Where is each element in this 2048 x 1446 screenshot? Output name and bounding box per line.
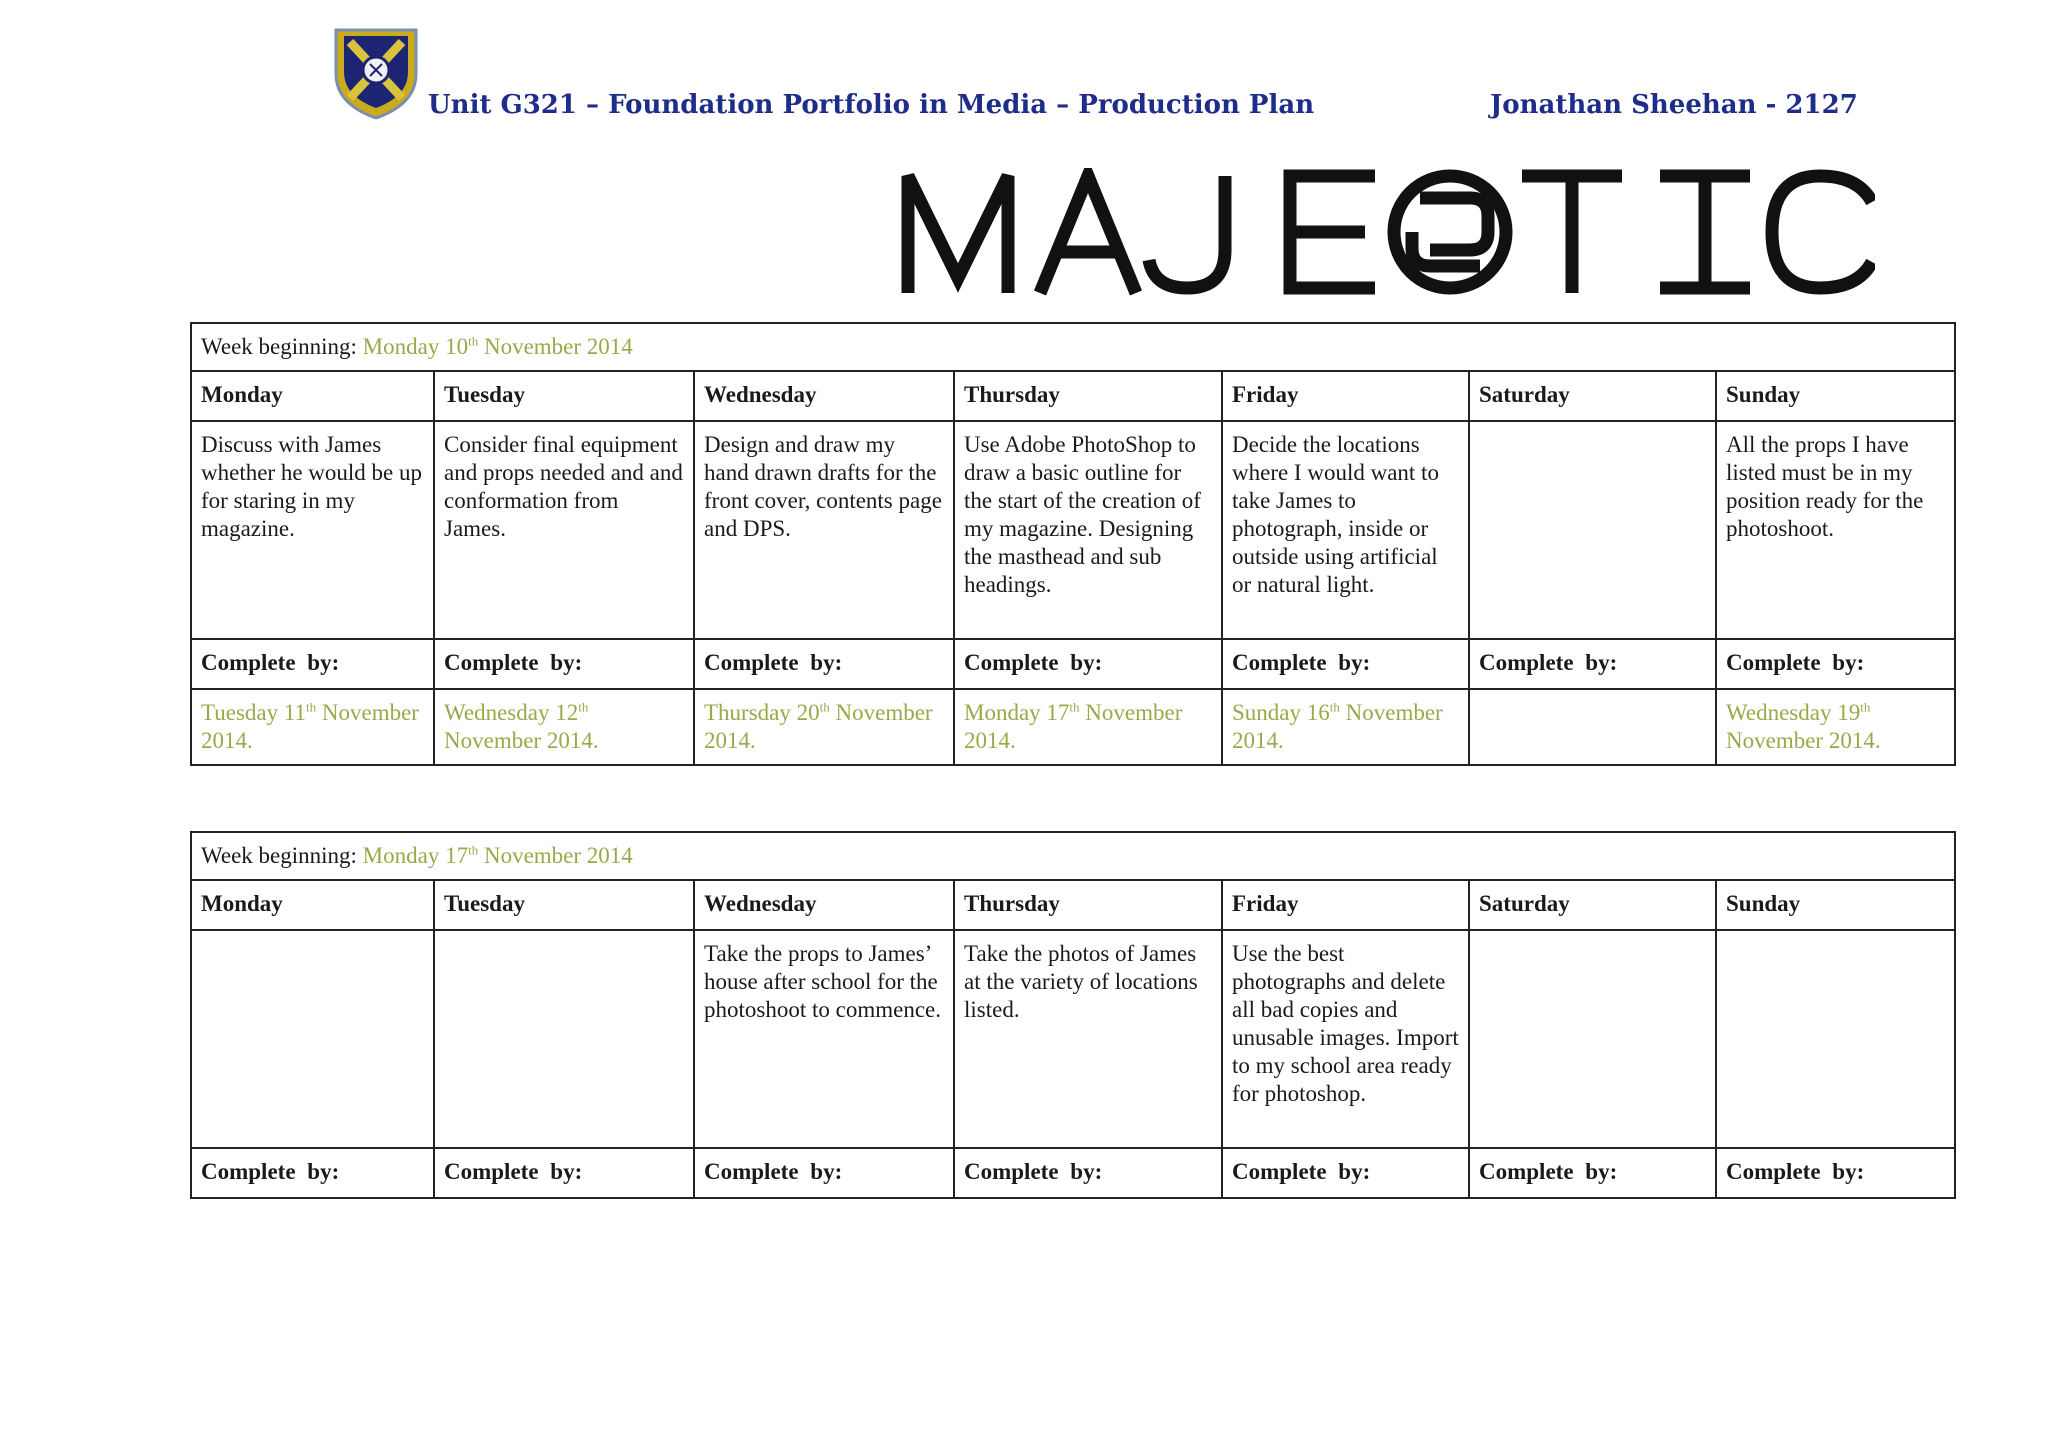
week-beginning-cell (191, 323, 1955, 371)
due-date-cell (1469, 689, 1716, 765)
task-cell: Use Adobe PhotoShop to draw a basic outline for the start of the creation of my magazine. Designing the masthead and sub headings. (954, 421, 1222, 639)
day-header-thursday: Thursday (954, 880, 1222, 930)
week-table-1 (190, 322, 1956, 766)
day-header-monday: Monday (191, 880, 434, 930)
complete-by-label: Complete by: (1716, 1148, 1955, 1198)
day-header-tuesday: Tuesday (434, 371, 694, 421)
document-title: Unit G321 – Foundation Portfolio in Media – Production Plan (428, 90, 1315, 120)
day-header-sunday: Sunday (1716, 880, 1955, 930)
complete-by-label: Complete by: (1222, 1148, 1469, 1198)
complete-by-label: Complete by: (954, 1148, 1222, 1198)
day-header-saturday: Saturday (1469, 880, 1716, 930)
complete-by-label: Complete by: (1469, 1148, 1716, 1198)
complete-by-label: Complete by: (1716, 639, 1955, 689)
task-cell: All the props I have listed must be in my position ready for the photoshoot. (1716, 421, 1955, 639)
day-header-friday: Friday (1222, 880, 1469, 930)
complete-by-label: Complete by: (1469, 639, 1716, 689)
day-header-wednesday: Wednesday (694, 371, 954, 421)
complete-by-label: Complete by: (1222, 639, 1469, 689)
task-cell: Take the props to James’ house after school for the photoshoot to commence. (694, 930, 954, 1148)
week-beginning-label: Week beginning: (201, 843, 363, 868)
author-name: Jonathan Sheehan - 2127 (1490, 90, 1858, 120)
task-cell: Take the photos of James at the variety of locations listed. (954, 930, 1222, 1148)
task-cell: Discuss with James whether he would be up for staring in my magazine. (191, 421, 434, 639)
complete-by-label: Complete by: (191, 639, 434, 689)
week-table-2 (190, 831, 1956, 1199)
complete-by-label: Complete by: (191, 1148, 434, 1198)
complete-by-label: Complete by: (954, 639, 1222, 689)
complete-by-label: Complete by: (434, 1148, 694, 1198)
majestic-logo (900, 168, 1875, 296)
due-date-cell: Wednesday 19th November 2014. (1716, 689, 1955, 765)
task-cell (1469, 930, 1716, 1148)
complete-by-label: Complete by: (434, 639, 694, 689)
day-header-wednesday: Wednesday (694, 880, 954, 930)
complete-by-label: Complete by: (694, 1148, 954, 1198)
due-date-cell: Monday 17th November 2014. (954, 689, 1222, 765)
week-beginning-date: Monday 17th November 2014 (362, 842, 633, 868)
due-date-cell: Sunday 16th November 2014. (1222, 689, 1469, 765)
day-header-monday: Monday (191, 371, 434, 421)
due-date-cell: Wednesday 12th November 2014. (434, 689, 694, 765)
task-cell: Decide the locations where I would want to take James to photograph, inside or outside using artificial or natural light. (1222, 421, 1469, 639)
due-date-cell: Thursday 20th November 2014. (694, 689, 954, 765)
task-cell (191, 930, 434, 1148)
task-cell (1469, 421, 1716, 639)
task-cell: Consider final equipment and props needed and and conformation from James. (434, 421, 694, 639)
week-beginning-date: Monday 10th November 2014 (362, 333, 633, 359)
due-date-cell: Tuesday 11th November 2014. (191, 689, 434, 765)
task-cell: Use the best photographs and delete all bad copies and unusable images. Import to my school area ready for photoshop. (1222, 930, 1469, 1148)
complete-by-label: Complete by: (694, 639, 954, 689)
day-header-saturday: Saturday (1469, 371, 1716, 421)
task-cell (1716, 930, 1955, 1148)
day-header-thursday: Thursday (954, 371, 1222, 421)
day-header-friday: Friday (1222, 371, 1469, 421)
week-beginning-label: Week beginning: (201, 334, 363, 359)
task-cell: Design and draw my hand drawn drafts for the front cover, contents page and DPS. (694, 421, 954, 639)
task-cell (434, 930, 694, 1148)
day-header-tuesday: Tuesday (434, 880, 694, 930)
school-crest-icon (330, 22, 422, 122)
day-header-sunday: Sunday (1716, 371, 1955, 421)
week-beginning-cell (191, 832, 1955, 880)
